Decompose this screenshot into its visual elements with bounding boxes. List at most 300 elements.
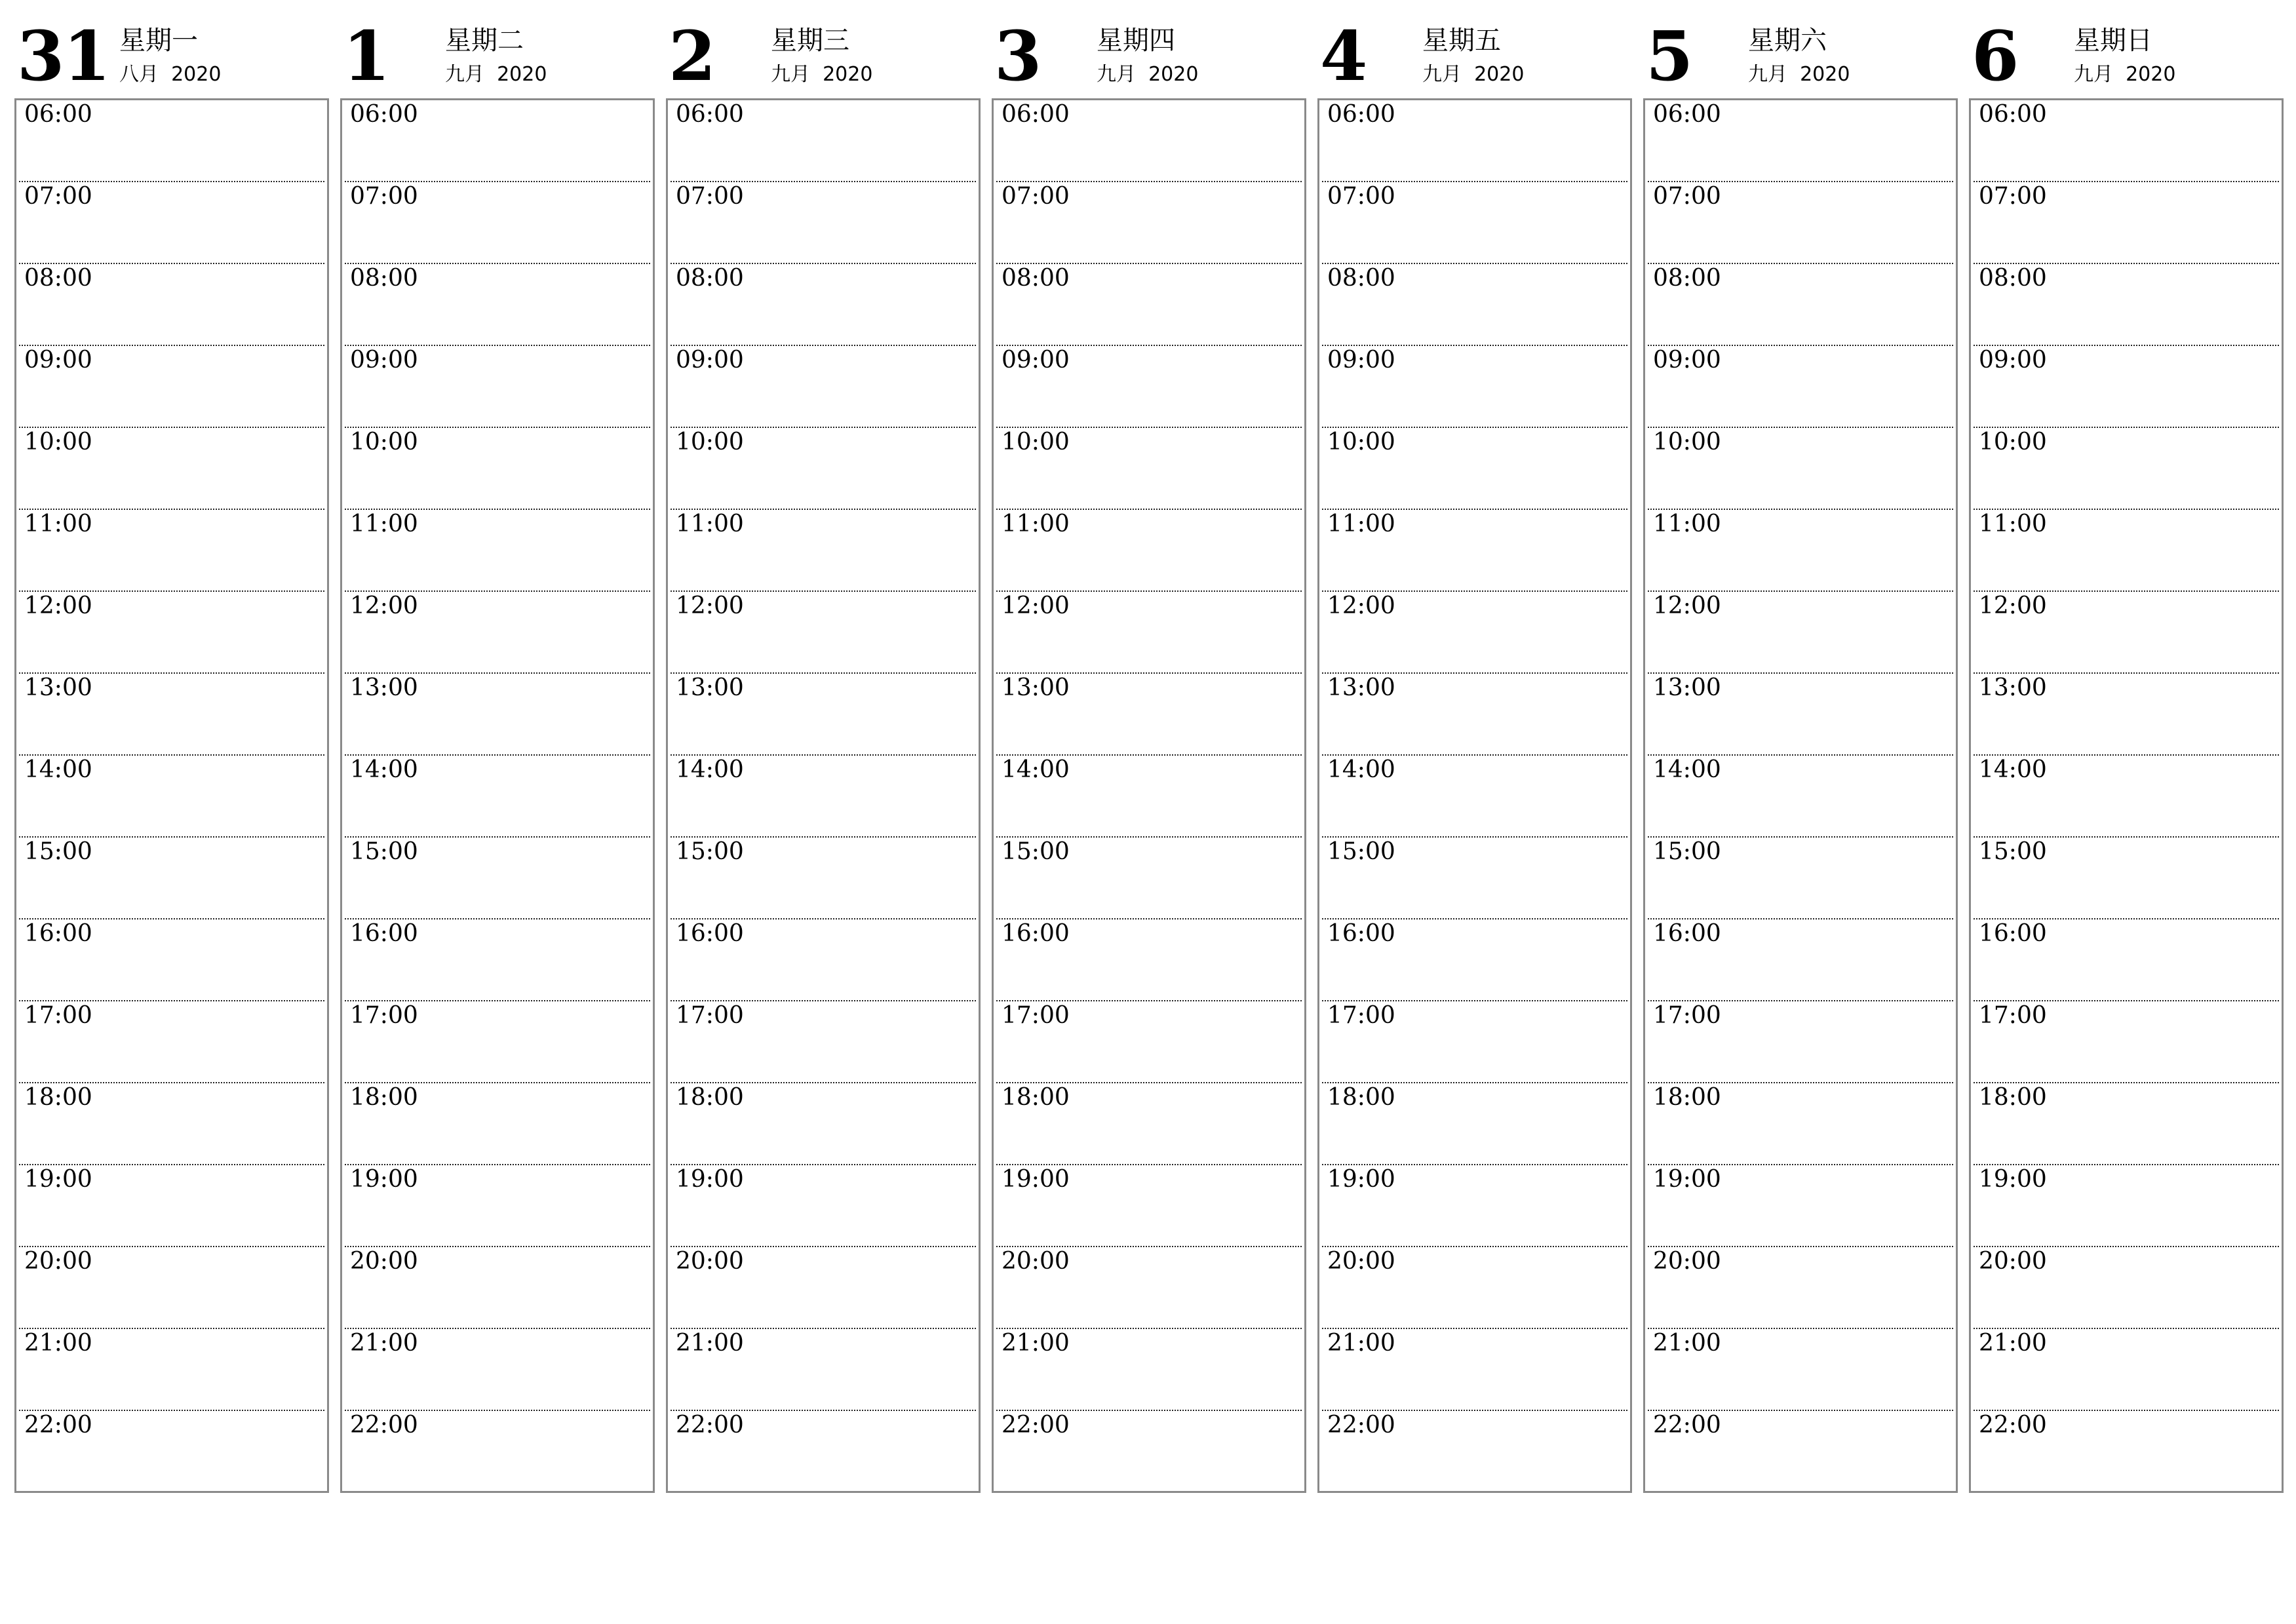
time-slot[interactable] [671,919,976,1001]
time-slot[interactable] [1974,1083,2279,1165]
time-slot[interactable] [1322,1001,1627,1083]
time-slot-label: 11:00 [676,511,744,537]
time-slot-label: 19:00 [1653,1166,1721,1193]
time-slot-label: 17:00 [1002,1002,1070,1029]
separator [810,63,823,86]
time-slot[interactable] [345,919,650,1001]
time-slot[interactable] [1648,428,1953,510]
time-slot-label: 07:00 [1002,183,1070,210]
time-slot-label: 08:00 [1002,265,1070,292]
time-slot-label: 06:00 [24,101,92,128]
time-slot-label: 15:00 [1979,838,2047,865]
time-slot-label: 21:00 [1002,1330,1070,1357]
time-slot-label: 19:00 [24,1166,92,1193]
time-slot-label: 13:00 [24,674,92,701]
time-slot[interactable] [19,838,324,919]
time-slot-label: 16:00 [350,920,418,947]
day-schedule-box [1969,98,2284,1493]
time-slot[interactable] [671,264,976,346]
time-slot[interactable] [1322,838,1627,919]
day-number: 2 [669,16,715,96]
time-slot[interactable] [1648,346,1953,428]
time-slot[interactable] [345,1411,650,1493]
time-slot-label: 14:00 [1002,756,1070,783]
time-slot-label: 21:00 [1979,1330,2047,1357]
time-slot[interactable] [19,1001,324,1083]
time-slot-label: 12:00 [350,592,418,619]
time-slot-label: 21:00 [1653,1330,1721,1357]
weekday-label: 星期三 [771,26,849,56]
month-year-label [1422,62,1524,88]
time-slot-label: 14:00 [1653,756,1721,783]
time-slot[interactable] [671,510,976,592]
time-slot[interactable] [1322,756,1627,838]
day-number: 31 [17,16,109,96]
time-slot-label: 07:00 [24,183,92,210]
time-slot[interactable] [345,1165,650,1247]
weekly-planner [14,14,2285,1496]
time-slot-label: 12:00 [1002,592,1070,619]
time-slot[interactable] [19,264,324,346]
time-slot[interactable] [1322,1247,1627,1329]
time-slot[interactable] [671,100,976,182]
time-slot[interactable] [345,100,650,182]
time-slot-label: 19:00 [350,1166,418,1193]
time-slot-label: 09:00 [1002,347,1070,374]
time-slot[interactable] [1322,264,1627,346]
time-slot[interactable] [1974,346,2279,428]
time-slot-label: 11:00 [350,511,418,537]
time-slot[interactable] [1974,510,2279,592]
time-slot[interactable] [1322,1411,1627,1493]
day-column [992,14,1305,1496]
time-slot[interactable] [996,510,1302,592]
day-column [666,14,979,1496]
time-slot-label: 06:00 [1002,101,1070,128]
day-schedule-box [1317,98,1632,1493]
time-slot[interactable] [1974,264,2279,346]
time-slot-label: 13:00 [1327,674,1395,701]
time-slot-label: 13:00 [350,674,418,701]
time-slot[interactable] [996,1411,1302,1493]
time-slot[interactable] [671,592,976,674]
time-slot[interactable] [671,182,976,264]
time-slot-label: 09:00 [24,347,92,374]
time-slot-label: 18:00 [1653,1084,1721,1111]
separator [1462,63,1474,86]
time-slot[interactable] [1322,1329,1627,1411]
time-slot[interactable] [1322,182,1627,264]
time-slot[interactable] [996,182,1302,264]
time-slot[interactable] [19,100,324,182]
time-slot[interactable] [19,1411,324,1493]
time-slot[interactable] [345,1001,650,1083]
time-slot[interactable] [671,674,976,756]
month-year-label [1097,62,1198,88]
time-slot[interactable] [19,1165,324,1247]
time-slot-label: 06:00 [1327,101,1395,128]
month-label: 九月 [1097,63,1136,86]
month-year-label [1748,62,1850,88]
time-slot[interactable] [345,674,650,756]
weekday-label: 星期日 [2074,26,2152,56]
time-slot[interactable] [1648,919,1953,1001]
time-slot-label: 15:00 [676,838,744,865]
month-year-label [771,62,872,88]
time-slot[interactable] [996,919,1302,1001]
time-slot-label: 08:00 [1653,265,1721,292]
time-slot-label: 10:00 [350,429,418,455]
time-slot[interactable] [996,1083,1302,1165]
time-slot-label: 16:00 [1002,920,1070,947]
time-slot-label: 22:00 [1327,1412,1395,1439]
time-slot[interactable] [1648,1411,1953,1493]
time-slot[interactable] [1648,674,1953,756]
time-slot[interactable] [19,756,324,838]
time-slot-label: 06:00 [350,101,418,128]
day-header [1643,14,1956,98]
time-slot-label: 17:00 [1979,1002,2047,1029]
time-slot-label: 19:00 [676,1166,744,1193]
time-slot-label: 17:00 [350,1002,418,1029]
year-label: 2020 [171,63,222,86]
time-slot-label: 11:00 [1979,511,2047,537]
day-column [14,14,328,1496]
day-schedule-box [340,98,655,1493]
day-schedule-box [14,98,329,1493]
day-column [1643,14,1956,1496]
time-slot-label: 16:00 [24,920,92,947]
time-slot[interactable] [1974,592,2279,674]
time-slot-label: 08:00 [676,265,744,292]
weekday-label: 星期五 [1422,26,1501,56]
time-slot-label: 18:00 [676,1084,744,1111]
time-slot[interactable] [1974,838,2279,919]
day-header [992,14,1305,98]
time-slot[interactable] [1974,182,2279,264]
time-slot[interactable] [996,1247,1302,1329]
time-slot[interactable] [996,346,1302,428]
time-slot[interactable] [1322,428,1627,510]
day-header [14,14,328,98]
time-slot[interactable] [671,1165,976,1247]
time-slot-label: 10:00 [1653,429,1721,455]
month-label: 九月 [2074,63,2113,86]
time-slot[interactable] [19,510,324,592]
time-slot-label: 19:00 [1327,1166,1395,1193]
time-slot-label: 22:00 [1653,1412,1721,1439]
time-slot[interactable] [671,428,976,510]
time-slot[interactable] [345,510,650,592]
time-slot-label: 22:00 [350,1412,418,1439]
time-slot-label: 06:00 [1653,101,1721,128]
time-slot-label: 20:00 [1653,1248,1721,1275]
day-number: 6 [1972,16,2018,96]
year-label: 2020 [2126,63,2176,86]
time-slot[interactable] [1974,756,2279,838]
time-slot-label: 06:00 [1979,101,2047,128]
time-slot-label: 20:00 [1327,1248,1395,1275]
time-slot-label: 07:00 [676,183,744,210]
year-label: 2020 [1800,63,1850,86]
month-year-label [119,62,221,88]
time-slot[interactable] [1974,1001,2279,1083]
time-slot[interactable] [1322,346,1627,428]
time-slot-label: 17:00 [24,1002,92,1029]
time-slot-label: 22:00 [24,1412,92,1439]
time-slot[interactable] [1648,264,1953,346]
time-slot[interactable] [19,592,324,674]
time-slot-label: 13:00 [1979,674,2047,701]
time-slot[interactable] [996,264,1302,346]
time-slot-label: 15:00 [1327,838,1395,865]
time-slot[interactable] [1974,674,2279,756]
time-slot-label: 16:00 [1979,920,2047,947]
time-slot[interactable] [345,838,650,919]
time-slot-label: 12:00 [1653,592,1721,619]
month-label: 八月 [119,63,159,86]
time-slot[interactable] [1322,1165,1627,1247]
time-slot[interactable] [19,428,324,510]
day-schedule-box [992,98,1306,1493]
time-slot[interactable] [1974,1165,2279,1247]
time-slot[interactable] [19,919,324,1001]
day-header [666,14,979,98]
separator [484,63,497,86]
time-slot[interactable] [1648,100,1953,182]
day-column [1969,14,2282,1496]
time-slot[interactable] [671,1247,976,1329]
time-slot[interactable] [1974,1411,2279,1493]
time-slot[interactable] [345,756,650,838]
separator [159,63,171,86]
time-slot-label: 19:00 [1979,1166,2047,1193]
time-slot[interactable] [1974,100,2279,182]
time-slot[interactable] [345,592,650,674]
time-slot-label: 19:00 [1002,1166,1070,1193]
time-slot-label: 08:00 [350,265,418,292]
month-year-label [445,62,547,88]
time-slot-label: 16:00 [676,920,744,947]
time-slot-label: 14:00 [1327,756,1395,783]
time-slot[interactable] [19,1247,324,1329]
time-slot-label: 14:00 [676,756,744,783]
time-slot[interactable] [1648,1001,1953,1083]
time-slot[interactable] [996,1165,1302,1247]
month-year-label [2074,62,2175,88]
separator [1136,63,1148,86]
time-slot[interactable] [1322,674,1627,756]
month-label: 九月 [1422,63,1462,86]
time-slot-label: 09:00 [1979,347,2047,374]
time-slot-label: 21:00 [350,1330,418,1357]
time-slot[interactable] [345,428,650,510]
time-slot-label: 09:00 [1653,347,1721,374]
time-slot[interactable] [671,756,976,838]
time-slot-label: 09:00 [350,347,418,374]
time-slot-label: 08:00 [1979,265,2047,292]
time-slot-label: 10:00 [1002,429,1070,455]
time-slot-label: 08:00 [24,265,92,292]
time-slot-label: 10:00 [1327,429,1395,455]
month-label: 九月 [1748,63,1787,86]
time-slot-label: 22:00 [676,1412,744,1439]
day-header [1969,14,2282,98]
month-label: 九月 [771,63,810,86]
time-slot-label: 12:00 [24,592,92,619]
time-slot[interactable] [996,1329,1302,1411]
time-slot-label: 22:00 [1979,1412,2047,1439]
time-slot[interactable] [1648,1165,1953,1247]
day-schedule-box [1643,98,1958,1493]
day-schedule-box [666,98,981,1493]
time-slot-label: 20:00 [24,1248,92,1275]
time-slot-label: 18:00 [1979,1084,2047,1111]
time-slot-label: 07:00 [350,183,418,210]
time-slot-label: 13:00 [1002,674,1070,701]
time-slot[interactable] [671,1001,976,1083]
time-slot-label: 10:00 [676,429,744,455]
time-slot-label: 07:00 [1979,183,2047,210]
time-slot-label: 21:00 [24,1330,92,1357]
time-slot[interactable] [996,756,1302,838]
time-slot-label: 16:00 [1653,920,1721,947]
time-slot-label: 14:00 [24,756,92,783]
time-slot[interactable] [1974,1329,2279,1411]
time-slot-label: 15:00 [24,838,92,865]
month-label: 九月 [445,63,484,86]
time-slot-label: 21:00 [676,1330,744,1357]
time-slot-label: 12:00 [676,592,744,619]
day-number: 4 [1320,16,1367,96]
time-slot[interactable] [345,1083,650,1165]
time-slot-label: 20:00 [1002,1248,1070,1275]
time-slot[interactable] [1648,182,1953,264]
time-slot[interactable] [1322,1083,1627,1165]
time-slot[interactable] [19,674,324,756]
time-slot[interactable] [671,1329,976,1411]
time-slot[interactable] [671,1411,976,1493]
time-slot-label: 22:00 [1002,1412,1070,1439]
time-slot-label: 09:00 [1327,347,1395,374]
time-slot[interactable] [996,838,1302,919]
year-label: 2020 [1148,63,1199,86]
time-slot[interactable] [1322,592,1627,674]
time-slot[interactable] [1648,838,1953,919]
time-slot-label: 11:00 [24,511,92,537]
time-slot[interactable] [1974,1247,2279,1329]
weekday-label: 星期四 [1097,26,1175,56]
time-slot-label: 21:00 [1327,1330,1395,1357]
time-slot[interactable] [1648,1083,1953,1165]
time-slot-label: 11:00 [1002,511,1070,537]
time-slot-label: 18:00 [1327,1084,1395,1111]
time-slot[interactable] [1322,510,1627,592]
time-slot-label: 15:00 [1002,838,1070,865]
time-slot[interactable] [1648,1329,1953,1411]
time-slot-label: 07:00 [1327,183,1395,210]
time-slot[interactable] [1648,510,1953,592]
time-slot[interactable] [345,1247,650,1329]
time-slot-label: 14:00 [350,756,418,783]
time-slot-label: 15:00 [1653,838,1721,865]
time-slot-label: 13:00 [676,674,744,701]
time-slot-label: 18:00 [1002,1084,1070,1111]
time-slot[interactable] [671,838,976,919]
time-slot-label: 20:00 [1979,1248,2047,1275]
time-slot-label: 11:00 [1653,511,1721,537]
time-slot[interactable] [1648,592,1953,674]
time-slot-label: 10:00 [1979,429,2047,455]
time-slot[interactable] [19,346,324,428]
time-slot-label: 09:00 [676,347,744,374]
day-number: 5 [1646,16,1692,96]
time-slot[interactable] [1322,919,1627,1001]
time-slot-label: 14:00 [1979,756,2047,783]
time-slot[interactable] [19,1083,324,1165]
time-slot[interactable] [1974,919,2279,1001]
day-header [340,14,653,98]
time-slot[interactable] [671,346,976,428]
time-slot[interactable] [996,428,1302,510]
day-column [340,14,653,1496]
time-slot[interactable] [1648,756,1953,838]
time-slot[interactable] [1648,1247,1953,1329]
time-slot[interactable] [996,1001,1302,1083]
time-slot-label: 06:00 [676,101,744,128]
day-number: 3 [994,16,1041,96]
time-slot-label: 10:00 [24,429,92,455]
time-slot-label: 11:00 [1327,511,1395,537]
time-slot[interactable] [19,1329,324,1411]
time-slot-label: 20:00 [676,1248,744,1275]
separator [1787,63,1800,86]
year-label: 2020 [497,63,547,86]
time-slot[interactable] [345,346,650,428]
time-slot[interactable] [1974,428,2279,510]
time-slot-label: 20:00 [350,1248,418,1275]
time-slot[interactable] [996,100,1302,182]
time-slot-label: 17:00 [1327,1002,1395,1029]
day-header [1317,14,1631,98]
time-slot-label: 17:00 [1653,1002,1721,1029]
time-slot-label: 16:00 [1327,920,1395,947]
time-slot-label: 12:00 [1327,592,1395,619]
day-column [1317,14,1631,1496]
time-slot[interactable] [19,182,324,264]
time-slot[interactable] [996,674,1302,756]
time-slot-label: 12:00 [1979,592,2047,619]
day-number: 1 [343,16,389,96]
time-slot[interactable] [345,1329,650,1411]
time-slot-label: 15:00 [350,838,418,865]
time-slot-label: 08:00 [1327,265,1395,292]
year-label: 2020 [823,63,873,86]
time-slot[interactable] [345,182,650,264]
weekday-label: 星期二 [445,26,524,56]
weekday-label: 星期一 [119,26,198,56]
time-slot[interactable] [996,592,1302,674]
year-label: 2020 [1474,63,1525,86]
separator [2113,63,2126,86]
time-slot-label: 18:00 [350,1084,418,1111]
time-slot-label: 13:00 [1653,674,1721,701]
time-slot[interactable] [345,264,650,346]
time-slot[interactable] [1322,100,1627,182]
weekday-label: 星期六 [1748,26,1827,56]
time-slot-label: 07:00 [1653,183,1721,210]
time-slot[interactable] [671,1083,976,1165]
